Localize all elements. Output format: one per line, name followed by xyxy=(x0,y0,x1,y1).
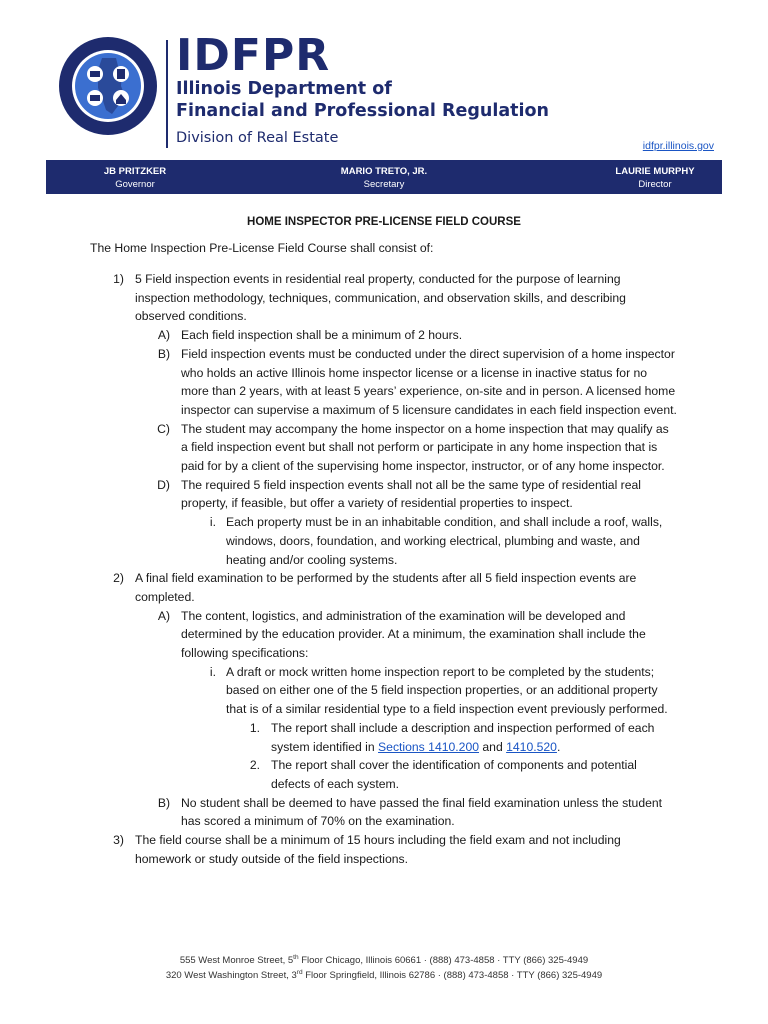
list-marker: 2) xyxy=(113,571,124,586)
list-item xyxy=(0,345,768,420)
official-director xyxy=(600,165,710,191)
list-text: 5 Field inspection events in residential real property, conducted for the purpose of learning inspection methodology, techniques, communication, and observation skills, and describing observed conditions. xyxy=(135,272,626,324)
list-text: Field inspection events must be conducted under the direct supervision of a home inspector who holds an active Illinois home inspector license or a license in inactive status for no more than 2 years, with at least 5 years’ experience, on-site and in person. A licensed home inspector can supervise a maximum of 5 licensure candidates in each field inspection event. xyxy=(181,346,677,417)
official-governor xyxy=(80,165,190,191)
list-text: The student may accompany the home inspector on a home inspection that may qualify as a field inspection event but shall not perform or participate in any home inspection that is paid for by a client of the supervising home inspector, instructor, or of any home inspector. xyxy=(181,421,669,474)
list-text: A final field examination to be performed by the students after all 5 field inspection events are completed. xyxy=(135,571,637,604)
address-text: 320 West Washington Street, 3 xyxy=(165,970,297,982)
list-item xyxy=(0,794,768,831)
list-marker: D) xyxy=(157,477,170,492)
list-item xyxy=(0,326,768,345)
list-item xyxy=(0,513,768,569)
list-item xyxy=(0,663,768,719)
sections-1410-200-link[interactable]: Sections 1410.200 xyxy=(378,739,479,754)
list-text: The required 5 field inspection events shall not all be the same type of residential real property, if feasible, but offer a variety of residential properties to inspect. xyxy=(181,477,642,511)
address-text: Floor Chicago, Illinois 60661 · (888) 473-4858 · TTY (866) 325-4949 xyxy=(298,955,589,967)
text-segment: and xyxy=(479,739,507,754)
footer-chicago-address xyxy=(0,952,768,967)
official-name: JB PRITZKER xyxy=(103,166,167,177)
list-text: No student shall be deemed to have passed the final field examination unless the student has scored a minimum of 70% on the examination. xyxy=(181,795,663,829)
text-segment: The report shall include a description and inspection performed of each system identified in xyxy=(271,720,655,754)
officials-bar xyxy=(46,160,722,194)
list-text: The field course shall be a minimum of 15 hours including the field exam and not including homework or study outside of the field inspections. xyxy=(135,833,621,866)
brand-line-1: Illinois Department of xyxy=(176,79,392,99)
list-item xyxy=(0,756,768,793)
intro-text: The Home Inspection Pre-License Field Course shall consist of: xyxy=(90,241,434,255)
website-link[interactable]: idfpr.illinois.gov xyxy=(642,140,714,152)
ordinal-suffix: th xyxy=(293,954,299,961)
list-item xyxy=(0,270,768,326)
footer-addresses xyxy=(0,952,768,982)
list-marker: 1. xyxy=(249,720,260,735)
list-marker: 3) xyxy=(113,833,124,848)
list-item xyxy=(0,831,768,868)
footer-springfield-address xyxy=(0,967,768,982)
list-item xyxy=(0,569,768,606)
document-title: HOME INSPECTOR PRE-LICENSE FIELD COURSE xyxy=(247,216,521,228)
official-name: MARIO TRETO, JR. xyxy=(340,166,428,177)
idfpr-seal-logo xyxy=(58,36,158,136)
list-text: The content, logistics, and administration of the examination will be developed and determined by the education provider. At a minimum, the examination shall include the following specifications: xyxy=(181,608,646,661)
brand-line-2: Financial and Professional Regulation xyxy=(176,101,549,121)
ordinal-suffix: rd xyxy=(296,969,303,977)
official-secretary xyxy=(304,165,464,191)
list-marker: 2. xyxy=(249,758,260,773)
list-text: Each property must be in an inhabitable condition, and shall include a roof, walls, windows, doors, foundation, and working electrical, plumbing and waste, and heating and/or cooling systems. xyxy=(226,515,663,567)
brand-block xyxy=(176,30,549,146)
official-name: LAURIE MURPHY xyxy=(615,166,695,177)
list-text: Each field inspection shall be a minimum of 2 hours. xyxy=(181,328,463,343)
section-1410-520-link[interactable]: 1410.520 xyxy=(506,739,557,754)
header-divider xyxy=(166,40,168,148)
division-name: Division of Real Estate xyxy=(176,130,339,146)
list-marker: C) xyxy=(157,421,170,436)
list-marker: i. xyxy=(209,664,216,679)
address-text: Floor Springfield, Illinois 62786 · (888) 473-4858 · TTY (866) 325-4949 xyxy=(302,970,603,982)
list-text: A draft or mock written home inspection report to be completed by the students; based on either one of the 5 field inspection properties, or an additional property that is of a similar residential type to a field inspection event previously performed. xyxy=(226,664,668,717)
brand-title: IDFPR xyxy=(176,30,331,81)
list-item xyxy=(0,476,768,513)
address-text: 555 West Monroe Street, 5 xyxy=(179,955,294,967)
list-marker: 1) xyxy=(113,272,124,286)
requirements-list xyxy=(0,270,768,869)
official-title: Governor xyxy=(115,179,155,190)
list-marker: A) xyxy=(157,328,170,343)
list-text xyxy=(271,721,654,754)
list-marker: B) xyxy=(157,346,170,361)
list-marker: A) xyxy=(157,608,170,623)
text-segment: . xyxy=(556,739,561,754)
official-title: Director xyxy=(638,179,672,190)
list-marker: i. xyxy=(209,515,216,530)
list-item xyxy=(0,719,768,756)
list-marker: B) xyxy=(157,795,170,810)
official-title: Secretary xyxy=(363,179,405,190)
list-item xyxy=(0,420,768,476)
list-text: The report shall cover the identification of components and potential defects of each system. xyxy=(271,758,637,791)
list-item xyxy=(0,607,768,663)
